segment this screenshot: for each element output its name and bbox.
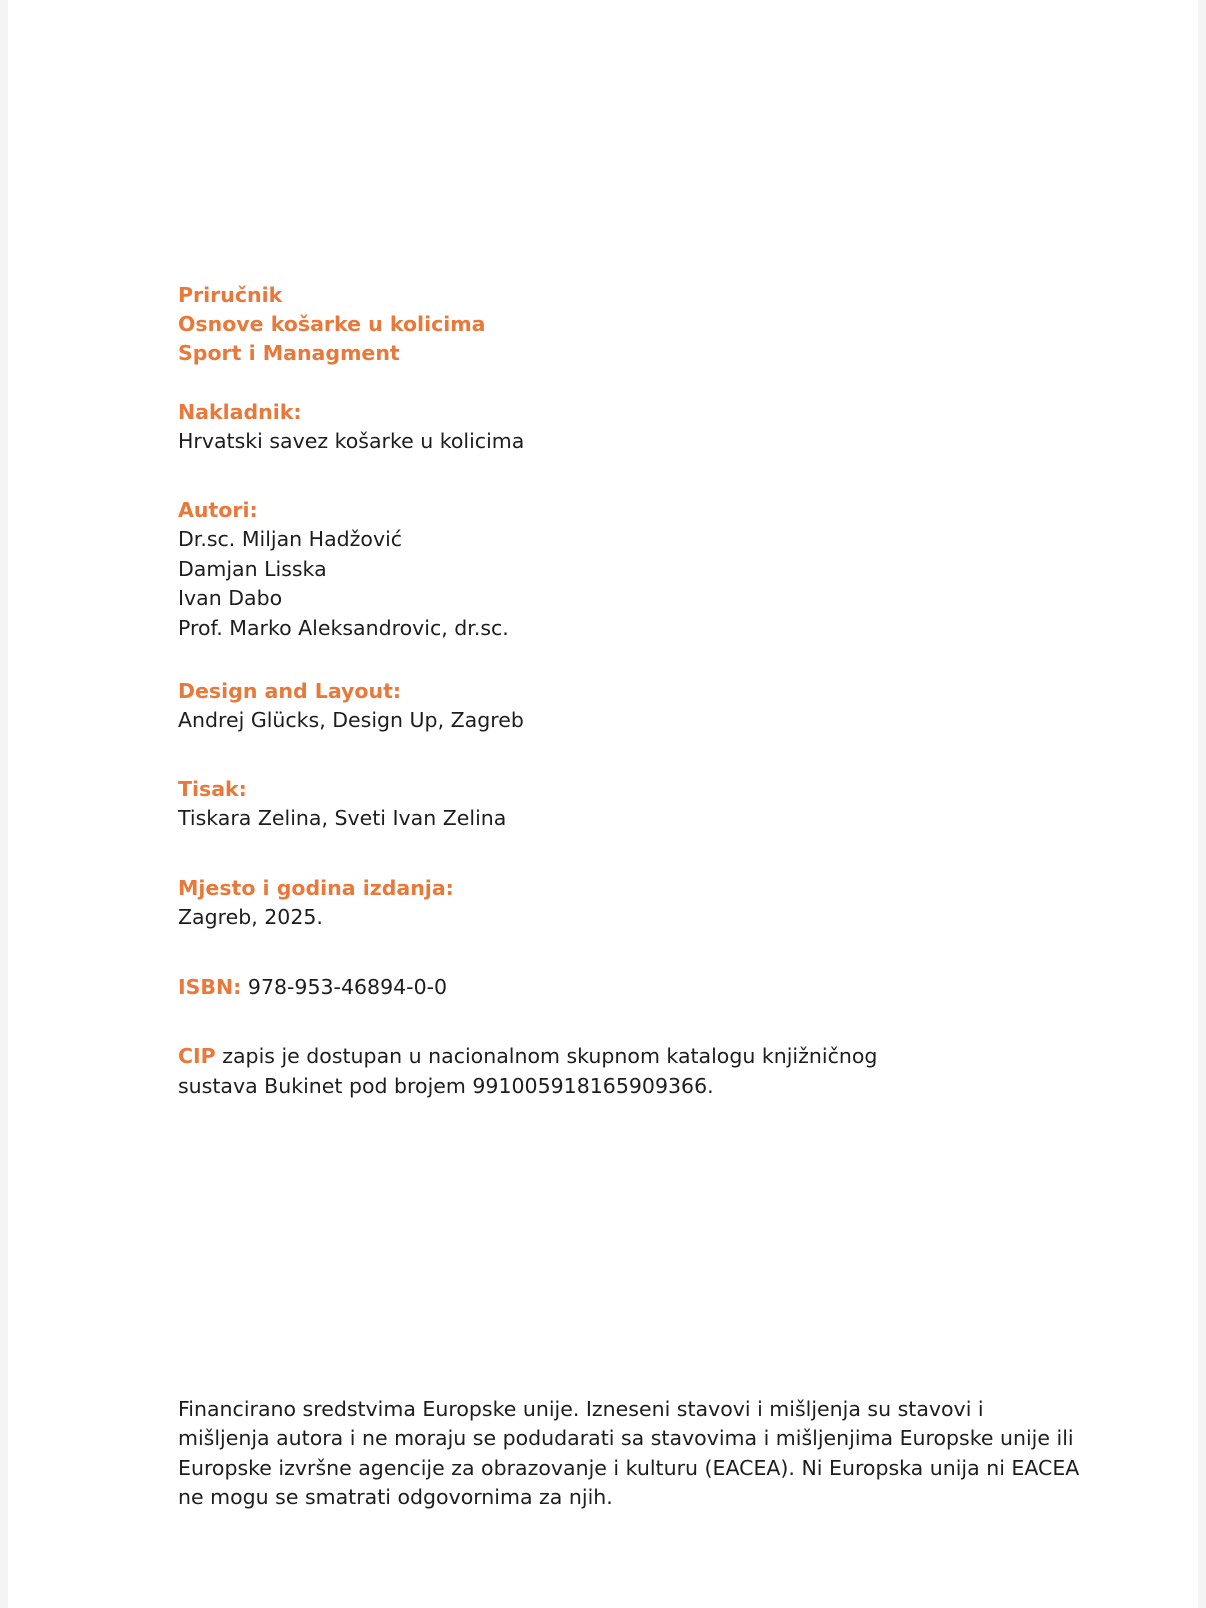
authors-label: Autori: [178,498,258,522]
cip-label: CIP [178,1044,216,1068]
author-name: Ivan Dabo [178,586,283,610]
disclaimer-line: Financirano sredstvima Europske unije. Izneseni stavovi i mišljenja su stavovi i [178,1397,984,1421]
cip-text-continued: sustava Bukinet pod brojem 991005918165909366. [178,1074,714,1098]
edition-label: Mjesto i godina izdanja: [178,876,454,900]
series-title: Sport i Managment [178,341,400,365]
disclaimer-line: mišljenja autora i ne moraju se podudarati sa stavovima i mišljenjima Europske unije ili [178,1426,1074,1450]
disclaimer-line: ne mogu se smatrati odgovornima za njih. [178,1485,613,1509]
design-value: Andrej Glücks, Design Up, Zagreb [178,708,524,732]
print-label: Tisak: [178,777,247,801]
document-page [8,0,1198,1608]
cip-text: zapis je dostupan u nacionalnom skupnom katalogu knjižničnog [222,1044,878,1068]
cip-line [178,1041,877,1071]
publisher-label: Nakladnik: [178,400,302,424]
handbook-label: Priručnik [178,283,283,307]
isbn-value: 978-953-46894-0-0 [247,975,448,999]
book-title: Osnove košarke u kolicima [178,312,486,336]
disclaimer-line: Europske izvršne agencije za obrazovanje i kulturu (EACEA). Ni Europska unija ni EACEA [178,1456,1080,1480]
isbn-label: ISBN: [178,975,242,999]
print-value: Tiskara Zelina, Sveti Ivan Zelina [178,806,507,830]
design-label: Design and Layout: [178,679,402,703]
author-name: Prof. Marko Aleksandrovic, dr.sc. [178,616,509,640]
isbn-line [178,972,447,1002]
edition-value: Zagreb, 2025. [178,905,323,929]
author-name: Dr.sc. Miljan Hadžović [178,527,403,551]
author-name: Damjan Lisska [178,557,327,581]
publisher-value: Hrvatski savez košarke u kolicima [178,429,525,453]
